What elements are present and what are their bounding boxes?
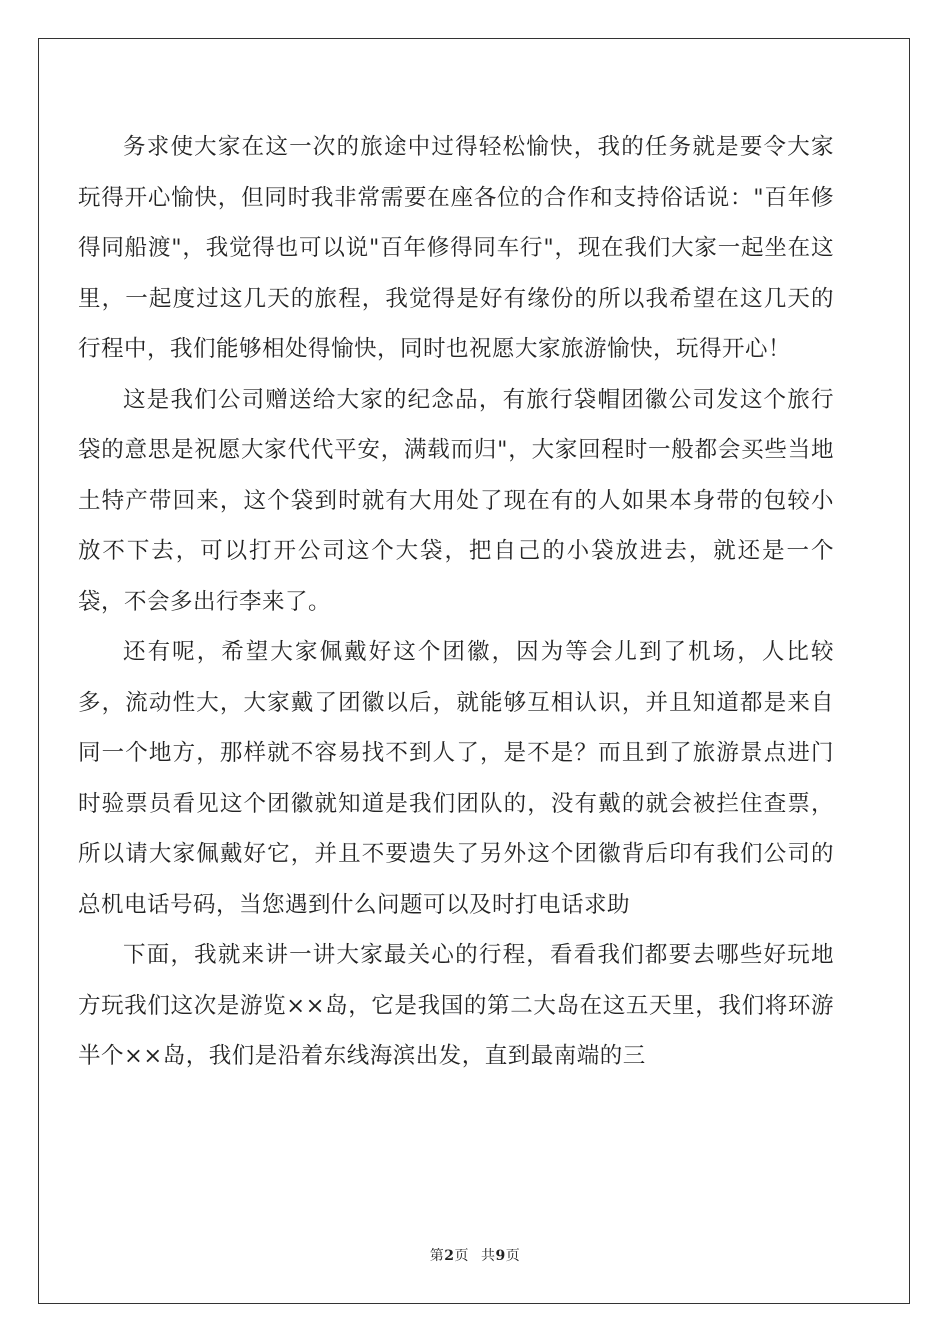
document-body bbox=[78, 122, 834, 1082]
paragraph-2: 这是我们公司赠送给大家的纪念品，有旅行袋帽团徽公司发这个旅行袋的意思是祝愿大家代代平安，满载而归"，大家回程时一般都会买些当地土特产带回来，这个袋到时就有大用处了现在有的人如果本身带的包较小放不下去，可以打开公司这个大袋，把自己的小袋放进去，就还是一个袋，不会多出行李来了。 bbox=[78, 386, 834, 615]
page-prefix: 第 bbox=[429, 1248, 445, 1264]
total-prefix: 共 bbox=[481, 1248, 496, 1264]
paragraph-3: 还有呢，希望大家佩戴好这个团徽，因为等会儿到了机场，人比较多，流动性大，大家戴了团徽以后，就能够互相认识，并且知道都是来自同一个地方，那样就不容易找不到人了，是不是？而且到了旅游景点进门时验票员看见这个团徽就知道是我们团队的，没有戴的就会被拦住查票，所以请大家佩戴好它，并且不要遗失了另外这个团徽背后印有我们公司的总机电话号码，当您遇到什么问题可以及时打电话求助 bbox=[78, 639, 834, 918]
current-page-number: 2 bbox=[444, 1248, 455, 1264]
paragraph-4: 下面，我就来讲一讲大家最关心的行程，看看我们都要去哪些好玩地方玩我们这次是游览××岛，它是我国的第二大岛在这五天里，我们将环游半个××岛，我们是沿着东线海滨出发，直到最南端的三 bbox=[78, 942, 834, 1069]
page-footer bbox=[0, 1245, 950, 1265]
paragraph-1: 务求使大家在这一次的旅途中过得轻松愉快，我的任务就是要令大家玩得开心愉快，但同时我非常需要在座各位的合作和支持俗话说："百年修得同船渡"，我觉得也可以说"百年修得同车行"，现在我们大家一起坐在这里，一起度过这几天的旅程，我觉得是好有缘份的所以我希望在这几天的行程中，我们能够相处得愉快，同时也祝愿大家旅游愉快，玩得开心！ bbox=[78, 134, 834, 362]
total-unit: 页 bbox=[505, 1248, 521, 1264]
total-page-number: 9 bbox=[495, 1248, 506, 1264]
page-unit: 页 bbox=[454, 1248, 469, 1264]
